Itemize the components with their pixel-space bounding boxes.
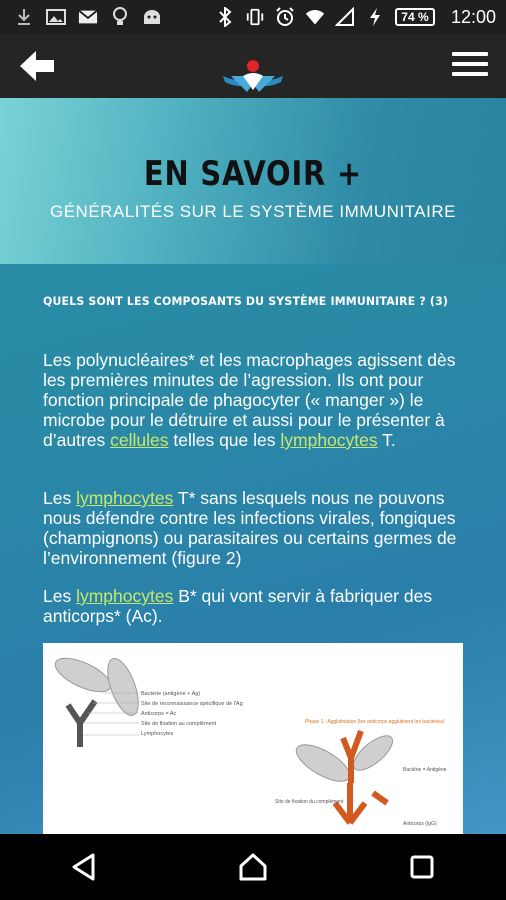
link-cellules[interactable]: cellules <box>110 430 169 450</box>
antibody-left-icon <box>68 701 95 747</box>
bluetooth-icon <box>215 8 235 26</box>
mail-icon <box>78 8 98 26</box>
figure-label: Phase 1 : Agglutination (les anticorps agglutinent les bactéries) <box>305 719 445 725</box>
figure-label: Bactérie = Antigène <box>403 767 447 773</box>
nav-recents-icon[interactable] <box>402 847 442 887</box>
figure-illustration <box>43 643 463 843</box>
figure-immune-diagram <box>43 643 463 843</box>
android-icon <box>142 8 162 26</box>
image-icon <box>46 8 66 26</box>
link-lymphocytes[interactable]: lymphocytes <box>76 586 174 606</box>
link-lymphocytes[interactable]: lymphocytes <box>76 488 174 508</box>
signal-icon <box>335 8 355 26</box>
page-title: EN SAVOIR + <box>143 154 363 194</box>
paragraph-lymphocytes-t: Les lymphocytes T* sans lesquels nous ne pouvons nous défendre contre les infections virales, fongiques (champignons) ou parasitaires ou certains germes de l’environnement (figure 2) <box>43 488 457 568</box>
bacteria-left-icon <box>51 651 145 719</box>
figure-label: Lymphocytes <box>141 731 174 737</box>
paragraph-polynuclear: Les polynucléaires* et les macrophages agissent dès les premières minutes de l’agression. Ils ont pour fonction principale de phagocyter (« manger ») le microbe pour le détruire et aussi pour le présenter à d’autres cellules telles que les lymphocytes T. <box>43 350 456 450</box>
link-lymphocytes[interactable]: lymphocytes <box>280 430 378 450</box>
article-content <box>43 294 463 626</box>
section-question: QUELS SONT LES COMPOSANTS DU SYSTÈME IMMUNITAIRE ? (3) <box>43 294 449 308</box>
battery-indicator: 74 % <box>395 8 435 26</box>
figure-label: Anticorps = Ac <box>141 711 177 717</box>
status-bar <box>0 0 506 34</box>
hamburger-menu-icon[interactable] <box>452 52 488 80</box>
alarm-icon <box>275 8 295 26</box>
nav-back-icon[interactable] <box>64 847 104 887</box>
figure-label: Anticorps (IgG) <box>403 821 437 827</box>
figure-left-labels <box>141 691 243 737</box>
page-subtitle: GÉNÉRALITÉS SUR LE SYSTÈME IMMUNITAIRE <box>50 202 456 221</box>
figure-right-labels <box>305 719 445 725</box>
charging-icon <box>365 8 385 26</box>
clock: 12:00 <box>450 6 496 27</box>
paragraph-lymphocytes-b: Les lymphocytes B* qui vont servir à fabriquer des anticorps* (Ac). <box>43 586 433 626</box>
bulb-icon <box>110 8 130 26</box>
figure-label: Site de fixation du complément <box>275 799 344 805</box>
vibrate-icon <box>245 8 265 26</box>
nav-home-icon[interactable] <box>233 847 273 887</box>
header-banner <box>0 98 506 264</box>
app-logo-icon <box>221 30 285 92</box>
figure-label: Bactérie (antigène + Ag) <box>141 691 201 697</box>
back-arrow-icon[interactable] <box>18 48 56 84</box>
download-icon <box>14 8 34 26</box>
figure-label: Site de fixation au complément <box>141 721 217 727</box>
wifi-icon <box>305 8 325 26</box>
system-nav-bar <box>0 834 506 900</box>
figure-label: Site de reconnaissance spécifique de l'Ag <box>141 701 243 707</box>
